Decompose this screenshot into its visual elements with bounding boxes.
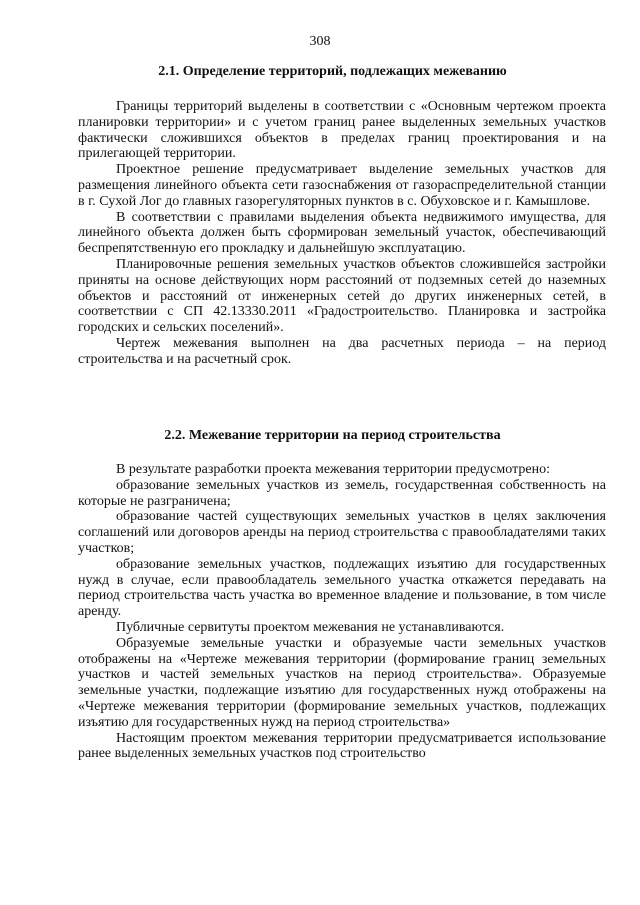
section-2-heading: 2.2. Межевание территории на период строительства [164,428,501,443]
paragraph: Настоящим проектом межевания территории предусматривается использование ранее выделенных земельных участков под строительство [78,730,606,762]
paragraph: Публичные сервитуты проектом межевания не устанавливаются. [116,619,505,635]
paragraph: образование земельных участков из земель, государственная собственность на которые не разграничена; [78,477,606,509]
paragraph: Границы территорий выделены в соответствии с «Основным чертежом проекта планировки территории» и с учетом границ ранее выделенных земельных участков фактически сложившихся объектов в пределах границ проектирования и на прилегающей территории. [78,99,606,162]
paragraph: Планировочные решения земельных участков объектов сложившейся застройки приняты на основе действующих норм расстояний от подземных сетей до наземных объектов и расстояний от инженерных сетей до других инженерных сетей, в соответствии с СП 42.13330.2011 «Градостроительство. Планировка и застройка городских и сельских поселений». [78,256,606,336]
paragraph: Чертеж межевания выполнен на два расчетных периода – на период строительства и на расчетный срок. [78,335,606,367]
page-number: 308 [309,34,331,49]
section-1-heading: 2.1. Определение территорий, подлежащих межеванию [158,64,507,79]
paragraph: В результате разработки проекта межевания территории предусмотрено: [116,462,550,477]
paragraph: Проектное решение предусматривает выделение земельных участков для размещения линейного объекта сети газоснабжения от газораспределительной станции в г. Сухой Лог до главных газорегуляторных пунктов в с. Обуховское и г. Камышлове. [78,162,606,209]
section-2-body [78,462,606,762]
section-1-body [78,99,606,368]
paragraph: образование частей существующих земельных участков в целях заключения соглашений или договоров аренды на период строительства с правообладателями таких участков; [78,509,606,556]
paragraph: Образуемые земельные участки и образуемые части земельных участков отображены на «Чертеже межевания территории (формирование границ земельных участков и частей земельных участков на период строительства». Образуемые земельные участки, подлежащие изъятию для государственных нужд отображены на «Чертеже межевания территории (формирование земельных участков, подлежащих изъятию для государственных нужд на период строительства» [78,635,606,730]
paragraph: В соответствии с правилами выделения объекта недвижимого имущества, для линейного объекта должен быть сформирован земельный участок, обеспечивающий беспрепятственную его прокладку и дальнейшую эксплуатацию. [78,209,606,257]
paragraph: образование земельных участков, подлежащих изъятию для государственных нужд в случае, если правообладатель земельного участка откажется передавать на период строительства часть участка во временное владение и пользование, в том числе аренду. [78,556,606,620]
